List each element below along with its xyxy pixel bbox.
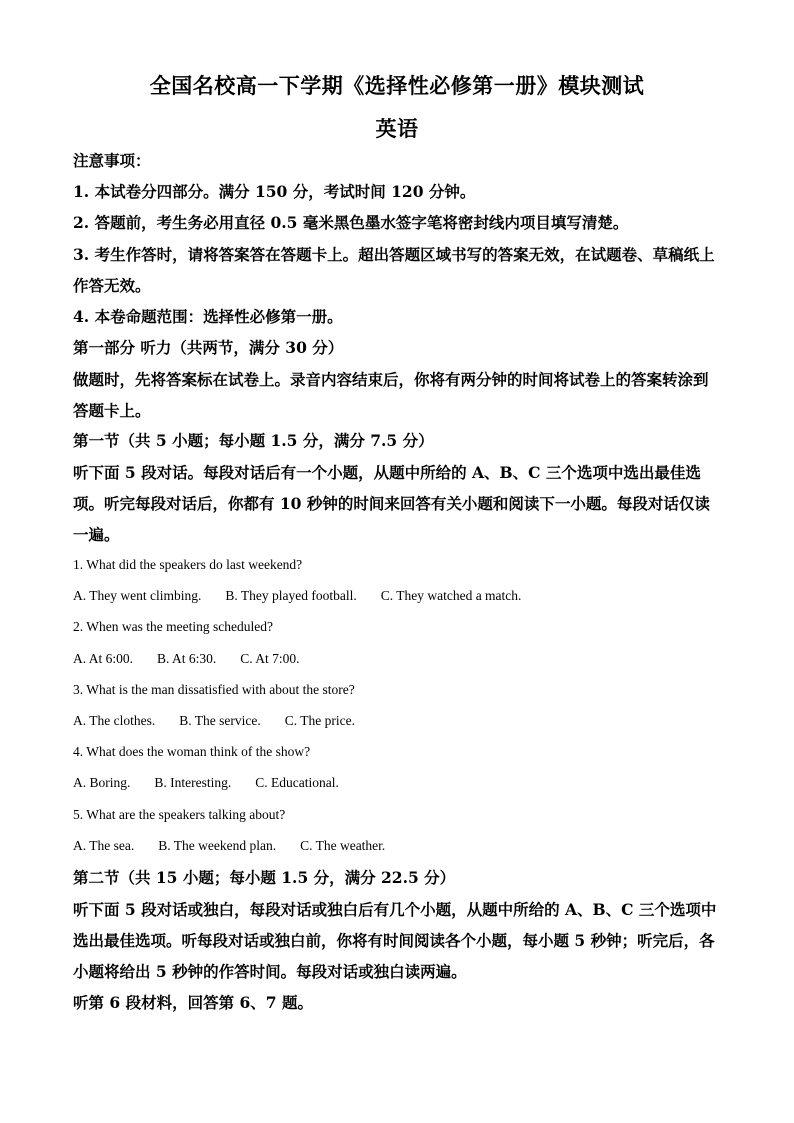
option-b: B. At 6:30. bbox=[157, 651, 217, 666]
part1-heading: 第一部分 听力（共两节，满分 30 分） bbox=[73, 338, 344, 357]
section2-instruction: 听下面 5 段对话或独白，每段对话或独白后有几个小题，从题中所给的 A、B、C 三个选项中选出最佳选项。听每段对话或独白前，你将有时间阅读各个小题，每小题 5 秒钟；听完后，各小题将给出 5 秒钟的作答时间。每段对话或独白读两遍。 bbox=[73, 900, 717, 981]
section2-heading: 第二节（共 15 小题；每小题 1.5 分，满分 22.5 分） bbox=[73, 868, 456, 887]
question-5-options bbox=[73, 838, 409, 854]
part1-instruction: 做题时，先将答案标在试卷上。录音内容结束后，你将有两分钟的时间将试卷上的答案转涂到答题卡上。 bbox=[73, 370, 709, 420]
option-b: B. The weekend plan. bbox=[158, 838, 277, 853]
option-b: B. They played football. bbox=[225, 588, 357, 603]
option-b: B. Interesting. bbox=[154, 775, 232, 790]
option-c: C. They watched a match. bbox=[380, 588, 522, 603]
option-a: A. The clothes. bbox=[73, 713, 156, 728]
notice-item-1: 1. 本试卷分四部分。满分 150 分，考试时间 120 分钟。 bbox=[73, 182, 476, 201]
notice-heading: 注意事项： bbox=[73, 151, 151, 170]
option-c: C. The weather. bbox=[300, 838, 386, 853]
question-5: 5. What are the speakers talking about? bbox=[73, 807, 286, 822]
question-1: 1. What did the speakers do last weekend? bbox=[73, 557, 303, 572]
question-4: 4. What does the woman think of the show? bbox=[73, 744, 311, 759]
section1-instruction: 听下面 5 段对话。每段对话后有一个小题，从题中所给的 A、B、C 三个选项中选出最佳选项。听完每段对话后，你都有 10 秒钟的时间来回答有关小题和阅读下一小题。每段对话仅读一遍。 bbox=[73, 463, 710, 544]
question-3-options bbox=[73, 713, 379, 729]
question-2: 2. When was the meeting scheduled? bbox=[73, 619, 273, 634]
question-2-options bbox=[73, 651, 324, 667]
question-3: 3. What is the man dissatisfied with about the store? bbox=[73, 682, 355, 697]
option-b: B. The service. bbox=[179, 713, 261, 728]
option-c: C. Educational. bbox=[255, 775, 339, 790]
exam-title: 全国名校高一下学期《选择性必修第一册》模块测试 bbox=[149, 73, 645, 98]
option-a: A. At 6:00. bbox=[73, 651, 134, 666]
option-a: A. They went climbing. bbox=[73, 588, 202, 603]
question-4-options bbox=[73, 775, 363, 791]
option-c: C. At 7:00. bbox=[240, 651, 300, 666]
option-a: A. The sea. bbox=[73, 838, 135, 853]
section1-heading: 第一节（共 5 小题；每小题 1.5 分，满分 7.5 分） bbox=[73, 431, 434, 450]
subject-title: 英语 bbox=[375, 116, 419, 141]
notice-item-4: 4. 本卷命题范围：选择性必修第一册。 bbox=[73, 307, 343, 326]
section2-material-note: 听第 6 段材料，回答第 6、7 题。 bbox=[73, 993, 313, 1012]
option-c: C. The price. bbox=[284, 713, 355, 728]
notice-item-2: 2. 答题前，考生务必用直径 0.5 毫米黑色墨水签字笔将密封线内项目填写清楚。 bbox=[73, 213, 629, 232]
option-a: A. Boring. bbox=[73, 775, 131, 790]
notice-item-3: 3. 考生作答时，请将答案答在答题卡上。超出答题区域书写的答案无效，在试题卷、草稿纸上作答无效。 bbox=[73, 245, 715, 295]
question-1-options bbox=[73, 588, 545, 604]
